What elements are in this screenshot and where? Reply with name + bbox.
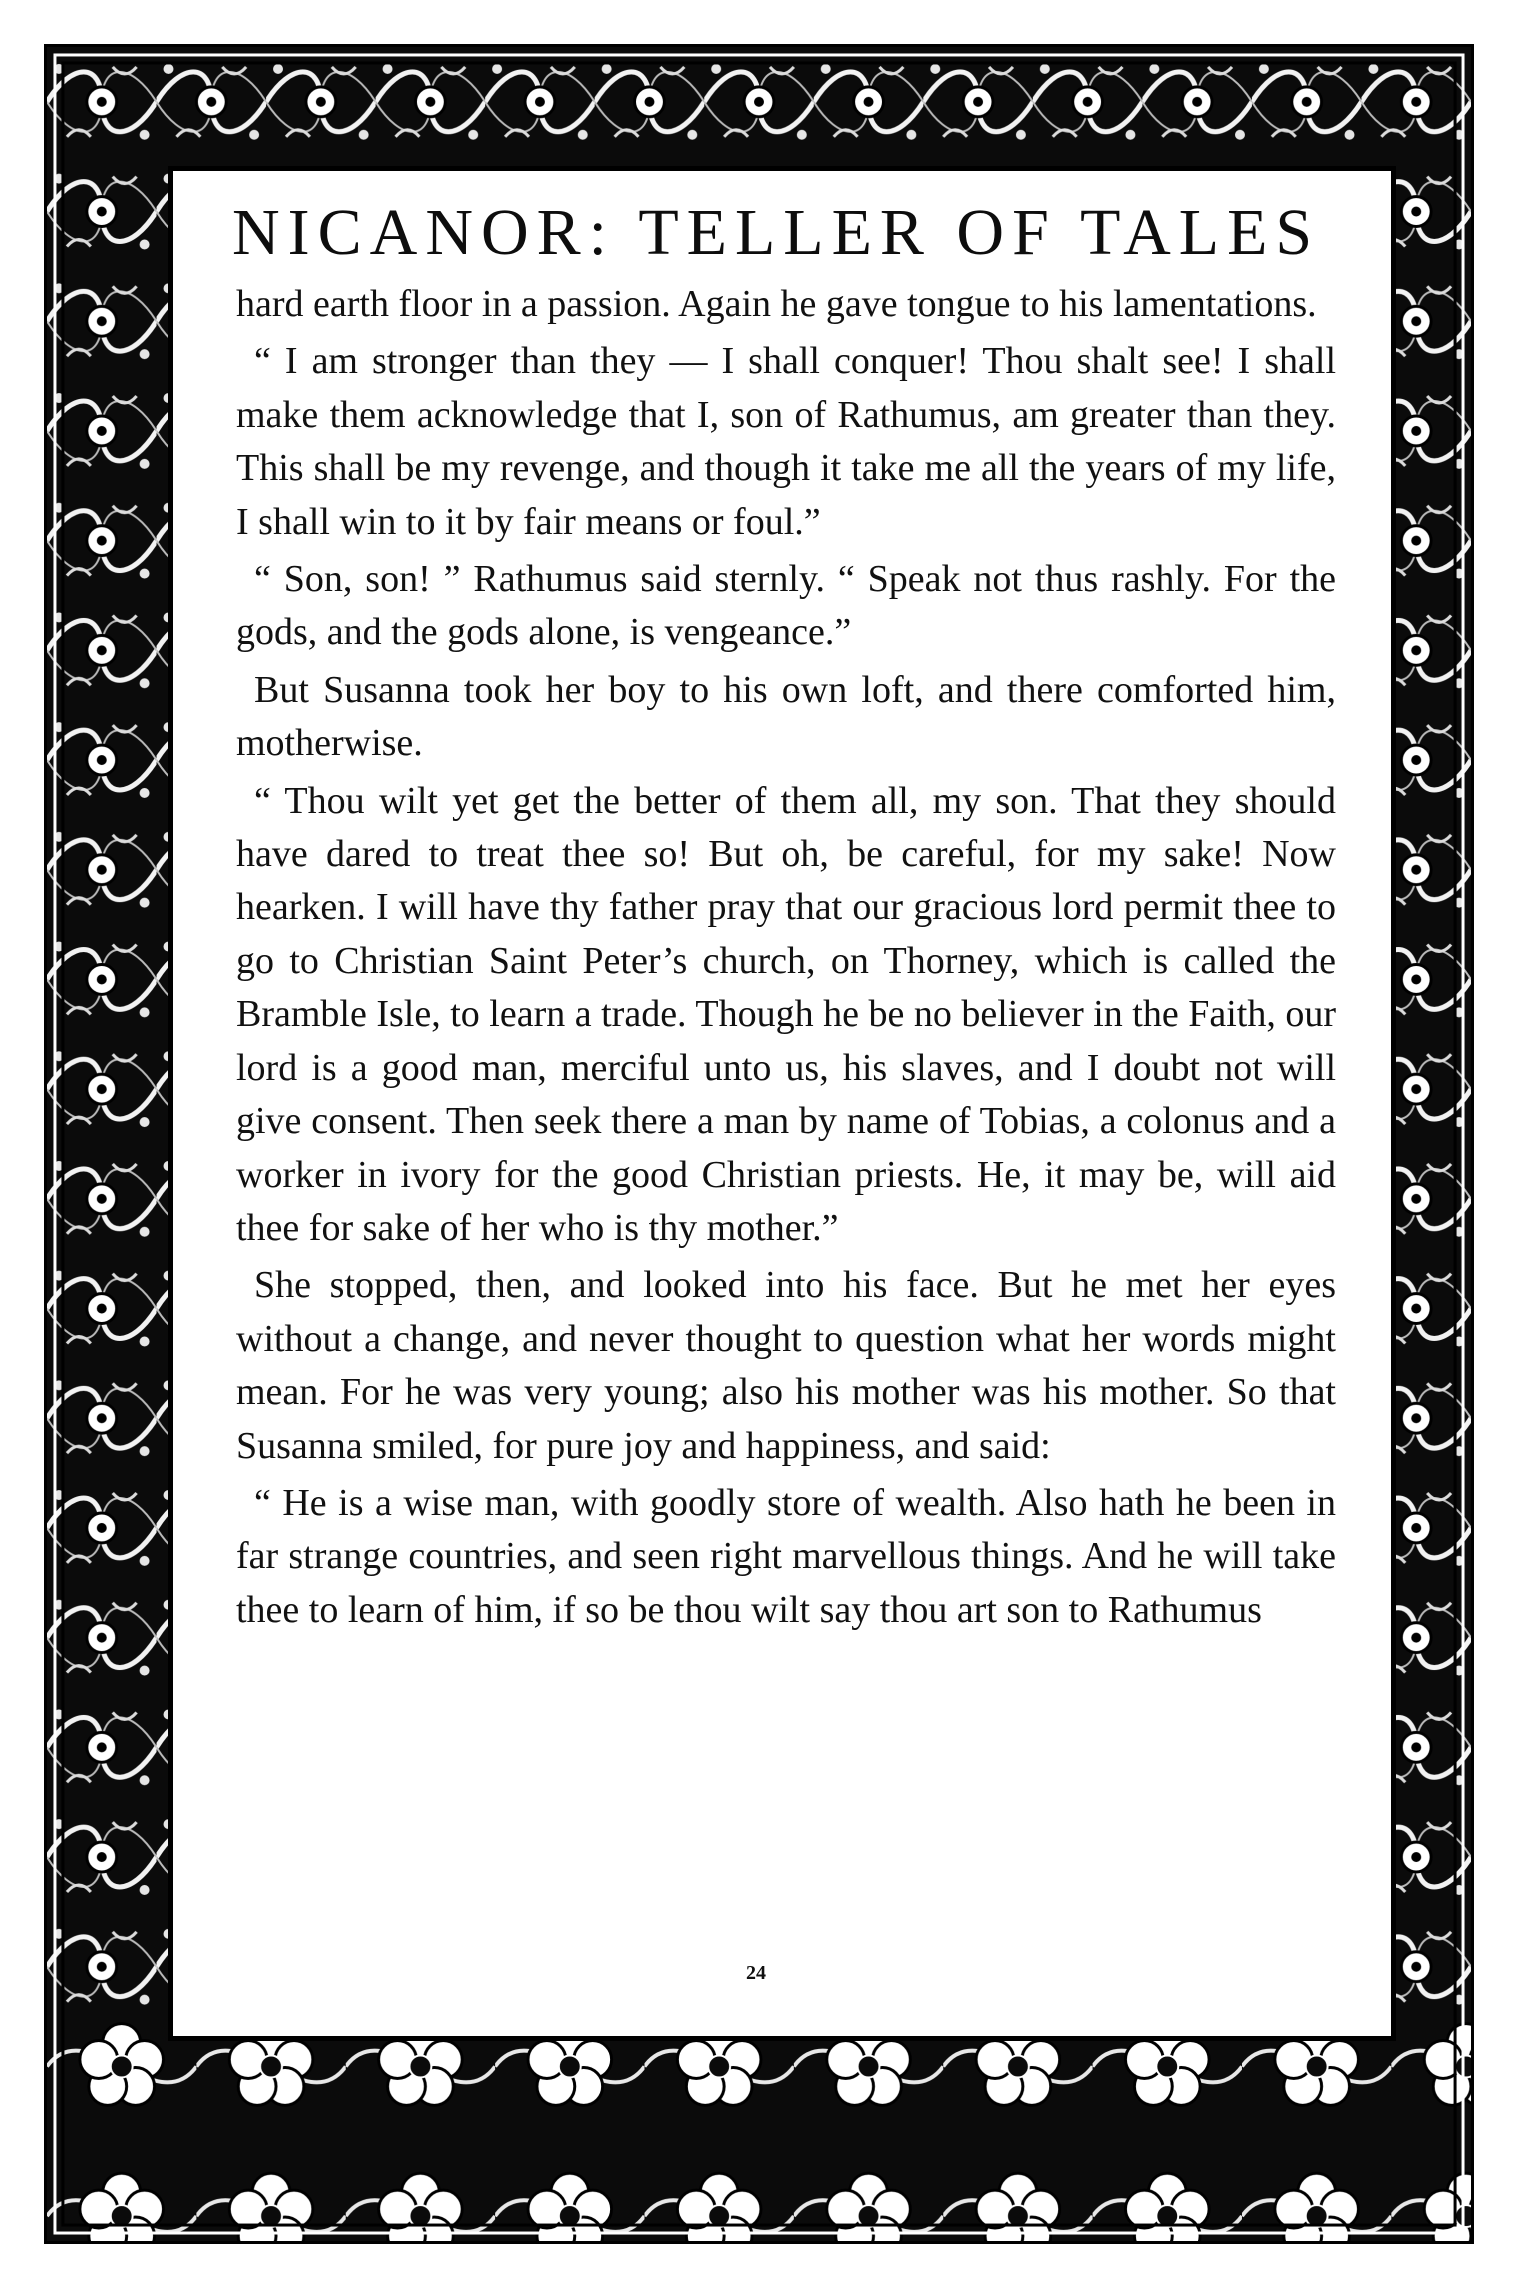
running-head: NICANOR: TELLER OF TALES <box>232 196 1321 269</box>
paragraph: “ He is a wise man, with goodly store of wealth. Also hath he been in far strange countries, and seen right marvellous things. And he will take thee to learn of him, if so be thou wilt say thou art son to Rathumus <box>236 1481 1336 1631</box>
page-number: 24 <box>746 1962 766 1984</box>
paragraph: She stopped, then, and looked into his face. But he met her eyes without a change, and never thought to question what her words might mean. For he was very young; also his mother was his mother. So that Susanna smiled, for pure joy and happiness, and said: <box>236 1264 1336 1467</box>
paragraph: But Susanna took her boy to his own loft, and there comforted him, motherwise. <box>236 668 1336 765</box>
paragraph: hard earth floor in a passion. Again he gave tongue to his lamentations. <box>236 283 1317 325</box>
paragraph: “ I am stronger than they — I shall conquer! Thou shalt see! I shall make them acknowledge that I, son of Rathumus, am greater than they. This shall be my revenge, and though it take me all the years of my life, I shall win to it by fair means or foul.” <box>236 340 1336 543</box>
body-text <box>236 278 1336 1641</box>
paragraph: “ Thou wilt yet get the better of them all, my son. That they should have dared to treat thee so! But oh, be careful, for my sake! Now hearken. I will have thy father pray that our gracious lord permit thee to go to Christian Saint Peter’s church, on Thorney, which is called the Bramble Isle, to learn a trade. Though he be no believer in the Faith, our lord is a good man, merciful unto us, his slaves, and I doubt not will give consent. Then seek there a man by name of Tobias, a colonus and a worker in ivory for the good Christian priests. He, it may be, will aid thee for sake of her who is thy mother.” <box>236 779 1336 1249</box>
paragraph: “ Son, son! ” Rathumus said sternly. “ Speak not thus rashly. For the gods, and the gods alone, is vengeance.” <box>236 558 1336 654</box>
